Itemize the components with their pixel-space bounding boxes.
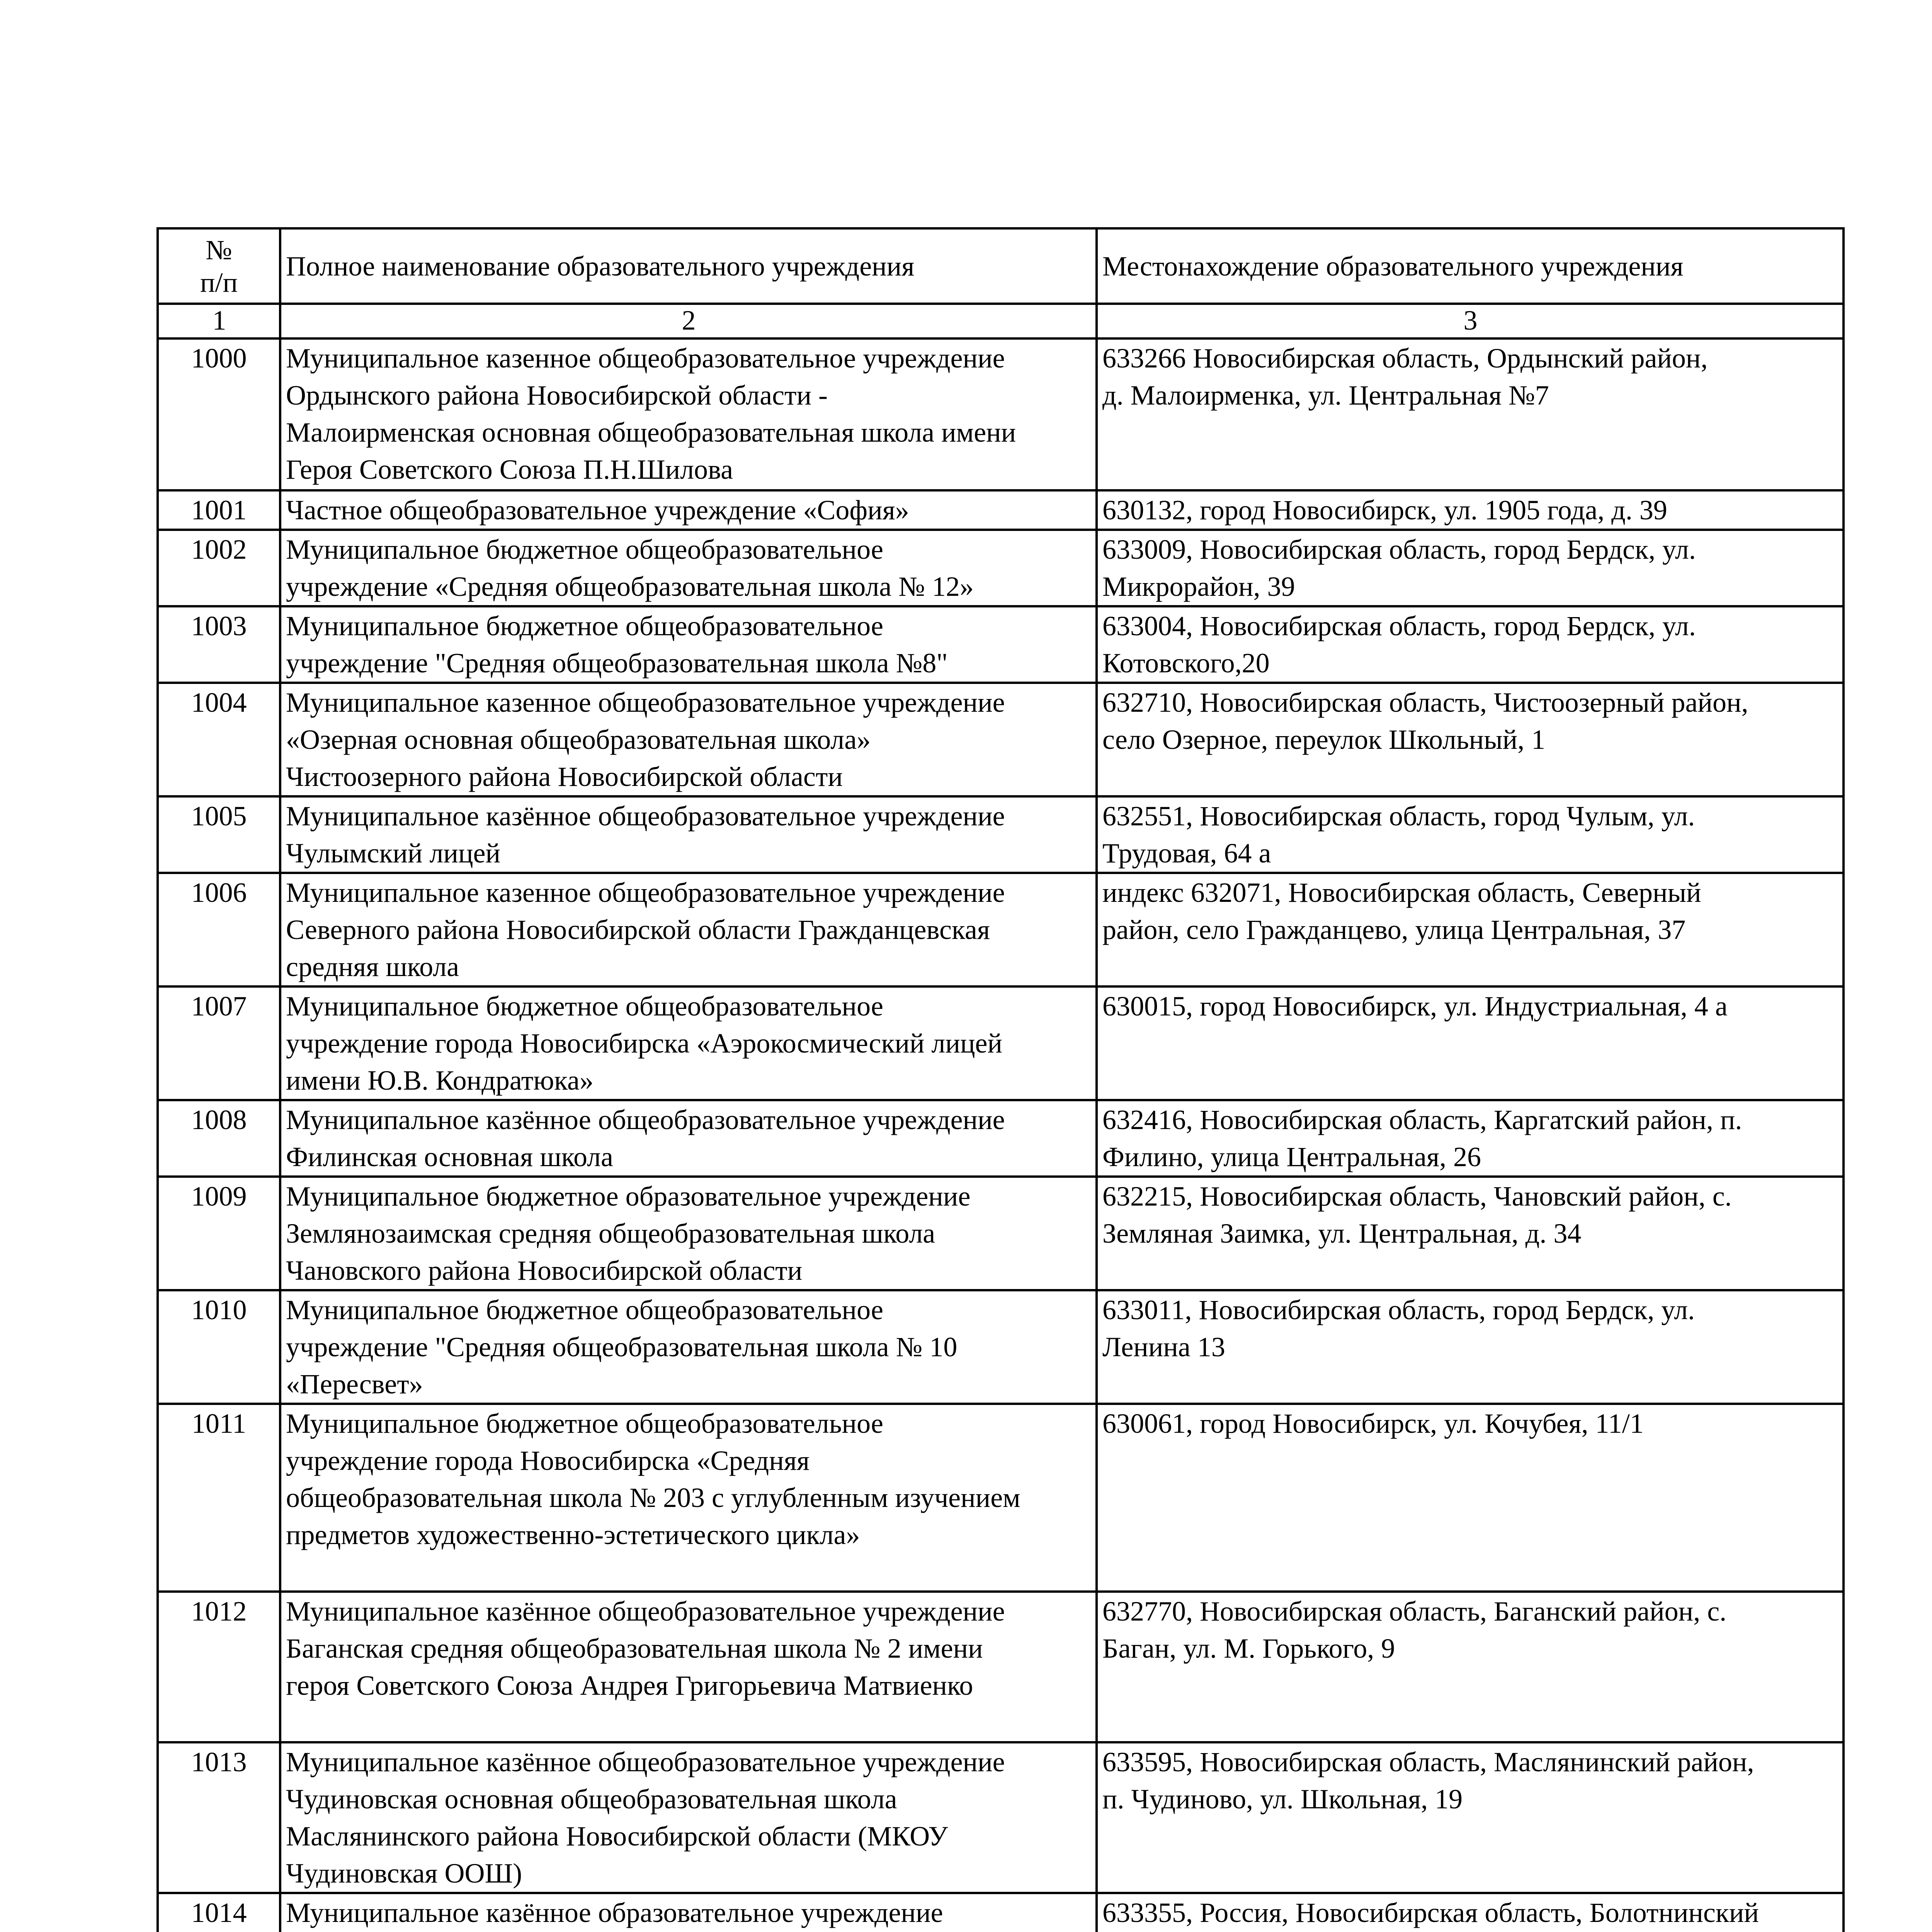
institution-name-line: Муниципальное бюджетное общеобразовательное <box>286 1294 883 1325</box>
institution-address-line: п. Чудиново, ул. Школьная, 19 <box>1102 1784 1463 1815</box>
table-row <box>158 796 1844 873</box>
institution-address-line: Баган, ул. М. Горького, 9 <box>1102 1633 1395 1664</box>
institution-name-line: Частное общеобразовательное учреждение «София» <box>286 495 909 526</box>
institution-name <box>280 1592 1097 1742</box>
table-row <box>158 338 1844 490</box>
institution-address <box>1097 530 1844 606</box>
row-number: 1002 <box>158 530 280 606</box>
institution-name-line: учреждение "Средняя общеобразовательная школа № 10 <box>286 1332 957 1362</box>
institution-address-line: 632551, Новосибирская область, город Чулым, ул. <box>1102 801 1695 832</box>
institution-address-line: 630061, город Новосибирск, ул. Кочубея, 11/1 <box>1102 1408 1644 1439</box>
institution-name <box>280 796 1097 873</box>
institution-name-line: Муниципальное казённое общеобразовательное учреждение <box>286 1104 1005 1135</box>
header-num-abbr: п/п <box>200 267 238 298</box>
institution-name-line: Муниципальное казённое общеобразовательное учреждение <box>286 1596 1005 1627</box>
institution-name-line: Муниципальное казенное общеобразовательное учреждение <box>286 687 1005 718</box>
institution-name-line: учреждение "Средняя общеобразовательная школа №8" <box>286 648 948 679</box>
row-number: 1000 <box>158 338 280 490</box>
institution-name-line: Муниципальное казённое общеобразовательное учреждение <box>286 1747 1005 1777</box>
institution-name-line: Муниципальное казённое общеобразовательное учреждение <box>286 801 1005 832</box>
column-index-2: 2 <box>280 304 1097 338</box>
column-index-1: 1 <box>158 304 280 338</box>
institution-address <box>1097 683 1844 796</box>
institution-name-line: Муниципальное бюджетное общеобразовательное <box>286 991 883 1022</box>
row-number: 1011 <box>158 1404 280 1592</box>
institution-name-line: Муниципальное казенное общеобразовательное учреждение <box>286 877 1005 908</box>
institution-name <box>280 986 1097 1100</box>
institution-address <box>1097 1893 1844 1932</box>
institution-address-line: 633004, Новосибирская область, город Бердск, ул. <box>1102 611 1696 641</box>
institution-address-line: Микрорайон, 39 <box>1102 571 1295 602</box>
header-row <box>158 228 1844 304</box>
header-num-symbol: № <box>206 234 232 265</box>
header-address-cell: Местонахождение образовательного учреждения <box>1097 228 1844 304</box>
institution-name-line: Муниципальное бюджетное общеобразовательное <box>286 534 883 565</box>
institution-name-line: Чистоозерного района Новосибирской области <box>286 761 843 792</box>
institution-name-line: предметов художественно-эстетического цикла» <box>286 1519 860 1550</box>
institution-address-line: 632215, Новосибирская область, Чановский район, с. <box>1102 1181 1732 1212</box>
institution-name-line: общеобразовательная школа № 203 с углубленным изучением <box>286 1482 1020 1513</box>
table-row <box>158 1290 1844 1404</box>
table-row <box>158 1742 1844 1893</box>
row-number: 1012 <box>158 1592 280 1742</box>
institution-address-line: Ленина 13 <box>1102 1332 1225 1362</box>
row-number: 1009 <box>158 1177 280 1290</box>
institution-name-line: Ордынского района Новосибирской области - <box>286 380 828 411</box>
institution-name <box>280 873 1097 986</box>
institution-address <box>1097 1177 1844 1290</box>
table-row <box>158 1177 1844 1290</box>
institution-name-line: Муниципальное казённое образовательное учреждение <box>286 1897 943 1928</box>
institution-name-line: учреждение города Новосибирска «Аэрокосмический лицей <box>286 1028 1003 1059</box>
row-number: 1010 <box>158 1290 280 1404</box>
row-number: 1013 <box>158 1742 280 1893</box>
institution-address-line: 630015, город Новосибирск, ул. Индустриальная, 4 а <box>1102 991 1728 1022</box>
table-row <box>158 530 1844 606</box>
table-row <box>158 490 1844 530</box>
institution-name-line: средняя школа <box>286 951 459 982</box>
institution-name <box>280 530 1097 606</box>
institution-address-line: 633009, Новосибирская область, город Бердск, ул. <box>1102 534 1696 565</box>
institution-name-line: «Озерная основная общеобразовательная школа» <box>286 724 871 755</box>
table-row <box>158 873 1844 986</box>
institutions-table <box>156 227 1845 1932</box>
institution-name-line: Муниципальное бюджетное общеобразовательное <box>286 611 883 641</box>
institution-name <box>280 1100 1097 1177</box>
institution-name <box>280 1177 1097 1290</box>
institution-name <box>280 490 1097 530</box>
institution-name <box>280 606 1097 683</box>
row-number: 1005 <box>158 796 280 873</box>
institution-name <box>280 1404 1097 1592</box>
institution-name-line: «Пересвет» <box>286 1369 423 1400</box>
row-number: 1014 <box>158 1893 280 1932</box>
table-body <box>158 228 1844 1932</box>
institution-address <box>1097 606 1844 683</box>
institution-name-line: Чудиновская ООШ) <box>286 1858 522 1889</box>
institution-name <box>280 338 1097 490</box>
institution-address <box>1097 796 1844 873</box>
table-row <box>158 1404 1844 1592</box>
institution-address <box>1097 1592 1844 1742</box>
institution-address-line: 632770, Новосибирская область, Баганский район, с. <box>1102 1596 1727 1627</box>
institution-address-line: Трудовая, 64 а <box>1102 838 1271 869</box>
row-number: 1003 <box>158 606 280 683</box>
institution-name-line: имени Ю.В. Кондратюка» <box>286 1065 594 1096</box>
table-row <box>158 683 1844 796</box>
table-row <box>158 1592 1844 1742</box>
institution-name-line: Муниципальное бюджетное общеобразовательное <box>286 1408 883 1439</box>
institution-address <box>1097 1100 1844 1177</box>
institution-name-line: Героя Советского Союза П.Н.Шилова <box>286 454 733 485</box>
institution-address-line: Котовского,20 <box>1102 648 1270 679</box>
institution-name-line: Филинская основная школа <box>286 1141 613 1172</box>
institution-address-line: 633595, Новосибирская область, Маслянинский район, <box>1102 1747 1754 1777</box>
institution-name-line: Землянозаимская средняя общеобразовательная школа <box>286 1218 935 1249</box>
institution-address-line: 632416, Новосибирская область, Каргатский район, п. <box>1102 1104 1742 1135</box>
institution-address <box>1097 1742 1844 1893</box>
institution-address <box>1097 873 1844 986</box>
institution-address-line: 633355, Россия, Новосибирская область, Болотнинский <box>1102 1897 1759 1928</box>
institution-name <box>280 1742 1097 1893</box>
institution-address-line: село Озерное, переулок Школьный, 1 <box>1102 724 1546 755</box>
institution-name-line: учреждение города Новосибирска «Средняя <box>286 1445 810 1476</box>
institution-address-line: индекс 632071, Новосибирская область, Северный <box>1102 877 1701 908</box>
institution-name-line: Чановского района Новосибирской области <box>286 1255 803 1286</box>
institution-name-line: учреждение «Средняя общеобразовательная школа № 12» <box>286 571 974 602</box>
institution-name-line: Муниципальное бюджетное образовательное учреждение <box>286 1181 971 1212</box>
table-row <box>158 1893 1844 1932</box>
institution-address-line: д. Малоирменка, ул. Центральная №7 <box>1102 380 1549 411</box>
institution-address <box>1097 490 1844 530</box>
table-row <box>158 1100 1844 1177</box>
institution-name-line: Чулымский лицей <box>286 838 500 869</box>
institution-address-line: 633266 Новосибирская область, Ордынский район, <box>1102 343 1708 374</box>
institution-name-line: Малоирменская основная общеобразовательная школа имени <box>286 417 1016 448</box>
institution-address-line: 630132, город Новосибирск, ул. 1905 года, д. 39 <box>1102 495 1667 526</box>
institution-name-line: Северного района Новосибирской области Гражданцевская <box>286 914 990 945</box>
row-number: 1008 <box>158 1100 280 1177</box>
row-number: 1006 <box>158 873 280 986</box>
institution-address-line: 632710, Новосибирская область, Чистоозерный район, <box>1102 687 1748 718</box>
table-row <box>158 606 1844 683</box>
institution-address-line: 633011, Новосибирская область, город Бердск, ул. <box>1102 1294 1695 1325</box>
institution-address-line: район, село Гражданцево, улица Центральная, 37 <box>1102 914 1686 945</box>
institution-address <box>1097 338 1844 490</box>
institution-name <box>280 1290 1097 1404</box>
table-row <box>158 986 1844 1100</box>
column-index-3: 3 <box>1097 304 1844 338</box>
institution-address <box>1097 1290 1844 1404</box>
institution-address <box>1097 986 1844 1100</box>
column-index-row <box>158 304 1844 338</box>
institution-name-line: Баганская средняя общеобразовательная школа № 2 имени <box>286 1633 983 1664</box>
row-number: 1004 <box>158 683 280 796</box>
row-number: 1001 <box>158 490 280 530</box>
institution-name <box>280 1893 1097 1932</box>
institution-address-line: Филино, улица Центральная, 26 <box>1102 1141 1481 1172</box>
institution-name-line: Чудиновская основная общеобразовательная школа <box>286 1784 897 1815</box>
header-num-cell <box>158 228 280 304</box>
institution-address <box>1097 1404 1844 1592</box>
institution-address-line: Земляная Заимка, ул. Центральная, д. 34 <box>1102 1218 1582 1249</box>
institution-name-line: героя Советского Союза Андрея Григорьевича Матвиенко <box>286 1670 973 1701</box>
row-number: 1007 <box>158 986 280 1100</box>
institution-name <box>280 683 1097 796</box>
institution-name-line: Маслянинского района Новосибирской области (МКОУ <box>286 1821 948 1852</box>
header-name-cell: Полное наименование образовательного учреждения <box>280 228 1097 304</box>
institution-name-line: Муниципальное казенное общеобразовательное учреждение <box>286 343 1005 374</box>
